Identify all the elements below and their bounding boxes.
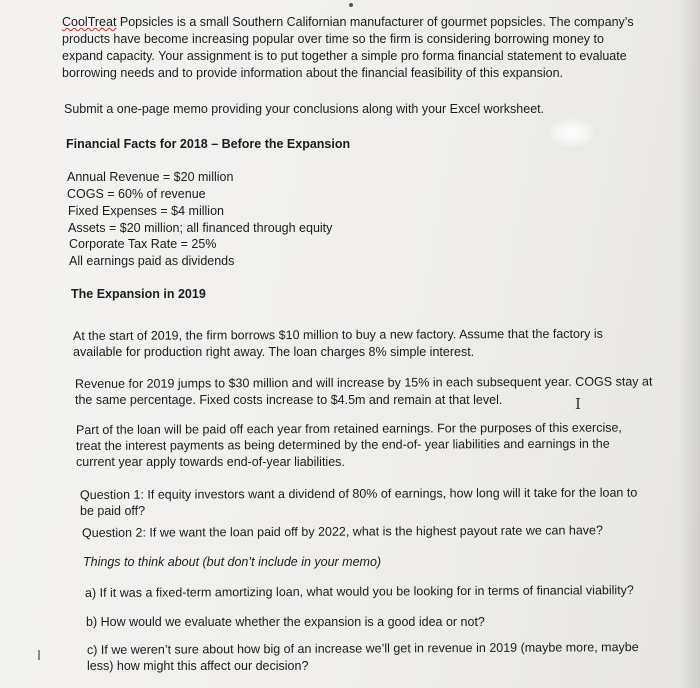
think-item-c-line-2: less) how might this affect our decision? bbox=[87, 659, 309, 673]
intro-line-3: expand capacity. Your assignment is to put together a simple pro forma financial statement to evaluate bbox=[62, 49, 627, 63]
intro-line-2: products have become increasing popular over time so the firm is considering borrowing money to bbox=[62, 32, 604, 46]
think-heading: Things to think about (but don’t include in your memo) bbox=[83, 555, 382, 569]
fact-item: Annual Revenue = $20 million bbox=[67, 170, 234, 184]
intro-line-1-rest: Popsicles is a small Southern Californian manufacturer of gourmet popsicles. The company’s bbox=[116, 15, 634, 29]
question-1-line-1: Question 1: If equity investors want a dividend of 80% of earnings, how long will it take for the loan to bbox=[79, 485, 638, 502]
question-2: Question 2: If we want the loan paid off by 2022, what is the highest payout rate we can have? bbox=[81, 523, 603, 540]
camera-dot bbox=[349, 3, 353, 7]
expansion-heading: The Expansion in 2019 bbox=[71, 287, 206, 301]
fact-item: Corporate Tax Rate = 25% bbox=[69, 237, 217, 251]
expansion-p3-line-1: Part of the loan will be paid off each year from retained earnings. For the purposes of this exercise, bbox=[75, 420, 622, 437]
question-1-line-2: be paid off? bbox=[80, 504, 146, 518]
facts-heading: Financial Facts for 2018 – Before the Expansion bbox=[66, 137, 351, 151]
fact-item: Assets = $20 million; all financed through equity bbox=[68, 221, 333, 235]
intro-line-1 bbox=[62, 14, 634, 31]
fact-item: Fixed Expenses = $4 million bbox=[68, 204, 224, 218]
think-item-b: b) How would we evaluate whether the expansion is a good idea or not? bbox=[86, 615, 485, 629]
fact-item: COGS = 60% of revenue bbox=[67, 187, 206, 201]
fact-item: All earnings paid as dividends bbox=[69, 254, 235, 268]
margin-mark bbox=[38, 650, 40, 660]
expansion-p2-line-2: the same percentage. Fixed costs increase to $4.5m and remain at that level. bbox=[75, 393, 503, 407]
think-item-a: a) If it was a fixed-term amortizing loan, what would you be looking for in terms of financial viability? bbox=[84, 583, 634, 600]
expansion-p2-line-1: Revenue for 2019 jumps to $30 million and will increase by 15% in each subsequent year. COGS stay at bbox=[74, 374, 653, 391]
expansion-p1-line-2: available for production right away. The loan charges 8% simple interest. bbox=[73, 345, 475, 359]
light-glare bbox=[548, 118, 596, 148]
expansion-p3-line-2: treat the interest payments as being determined by the end-of- year liabilities and earnings in the bbox=[75, 436, 610, 453]
expansion-p3-line-3: current year apply towards end-of-year liabilities. bbox=[76, 455, 345, 469]
intro-line-4: borrowing needs and to provide information about the financial feasibility of this expansion. bbox=[62, 66, 564, 80]
page-edge-shadow bbox=[678, 0, 700, 688]
text-cursor-icon: I bbox=[575, 395, 581, 413]
think-item-c-line-1: c) If we weren’t sure about how big of an increase we’ll get in revenue in 2019 (maybe more, maybe bbox=[86, 640, 639, 657]
company-name: CoolTreat bbox=[62, 15, 117, 29]
submit-note: Submit a one-page memo providing your conclusions along with your Excel worksheet. bbox=[64, 102, 545, 116]
expansion-p1-line-1: At the start of 2019, the firm borrows $10 million to buy a new factory. Assume that the factory is bbox=[72, 326, 603, 343]
